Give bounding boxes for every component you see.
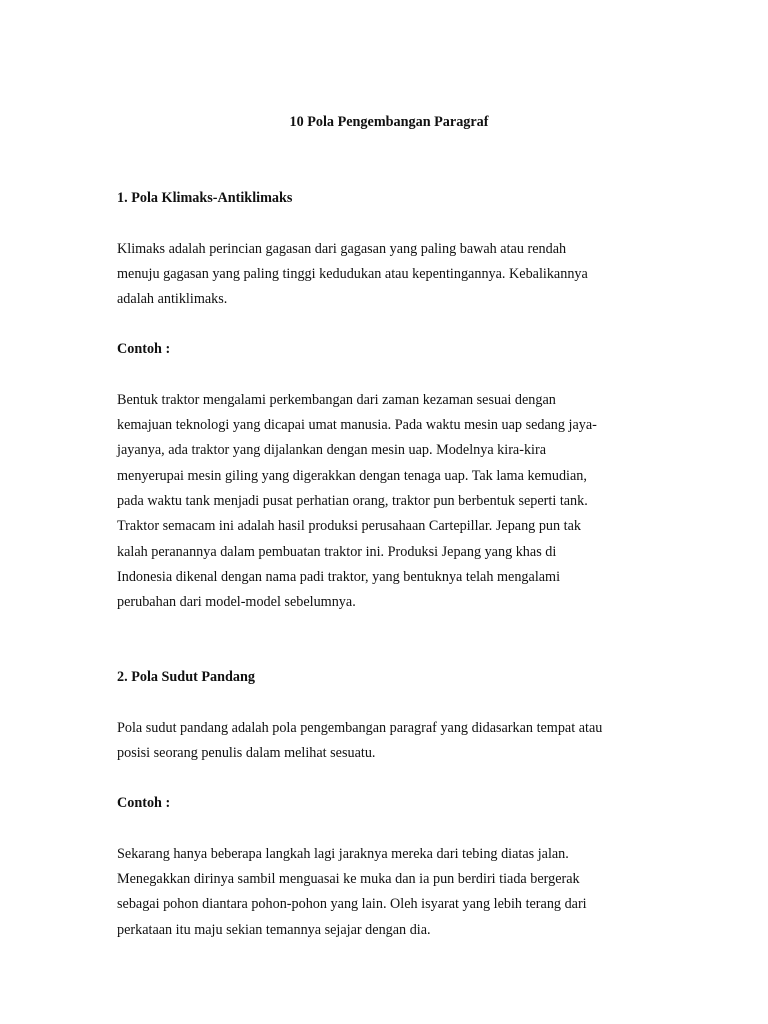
section-heading: 1. Pola Klimaks-Antiklimaks: [117, 190, 293, 207]
example-label: Contoh :: [117, 795, 171, 812]
section-heading: 2. Pola Sudut Pandang: [117, 669, 255, 686]
document-content: [117, 110, 657, 943]
section-definition: Pola sudut pandang adalah pola pengembangan paragraf yang didasarkan tempat atau posisi seorang penulis dalam melihat sesuatu.: [117, 719, 603, 762]
document-title: 10 Pola Pengembangan Paragraf: [289, 114, 489, 130]
example-paragraph: Bentuk traktor mengalami perkembangan dari zaman kezaman sesuai dengan kemajuan teknologi yang dicapai umat manusia. Pada waktu mesin uap sedang jaya- jayanya, ada traktor yang dijalankan dengan mesin uap. Modelnya kira-kira menyerupai mesin giling yang digerakkan dengan tenaga uap. Tak lama kemudian, pada waktu tank menjadi pusat perhatian orang, traktor pun berbentuk seperti tank. Traktor semacam ini adalah hasil produksi perusahaan Cartepillar. Jepang pun tak kalah peranannya dalam pembuatan traktor ini. Produksi Jepang yang khas di Indonesia dikenal dengan nama padi traktor, yang bentuknya telah mengalami perubahan dari model-model sebelumnya.: [117, 391, 597, 611]
example-paragraph: Sekarang hanya beberapa langkah lagi jaraknya mereka dari tebing diatas jalan. Menegakkan dirinya sambil menguasai ke muka dan ia pun berdiri tiada bergerak sebagai pohon diantara pohon-pohon yang lain. Oleh isyarat yang lebih terang dari perkataan itu maju sekian temannya sejajar dengan dia.: [117, 845, 587, 938]
section-definition: Klimaks adalah perincian gagasan dari gagasan yang paling bawah atau rendah menuju gagasan yang paling tinggi kedudukan atau kepentingannya. Kebalikannya adalah antiklimaks.: [117, 240, 588, 308]
example-label: Contoh :: [117, 341, 171, 358]
